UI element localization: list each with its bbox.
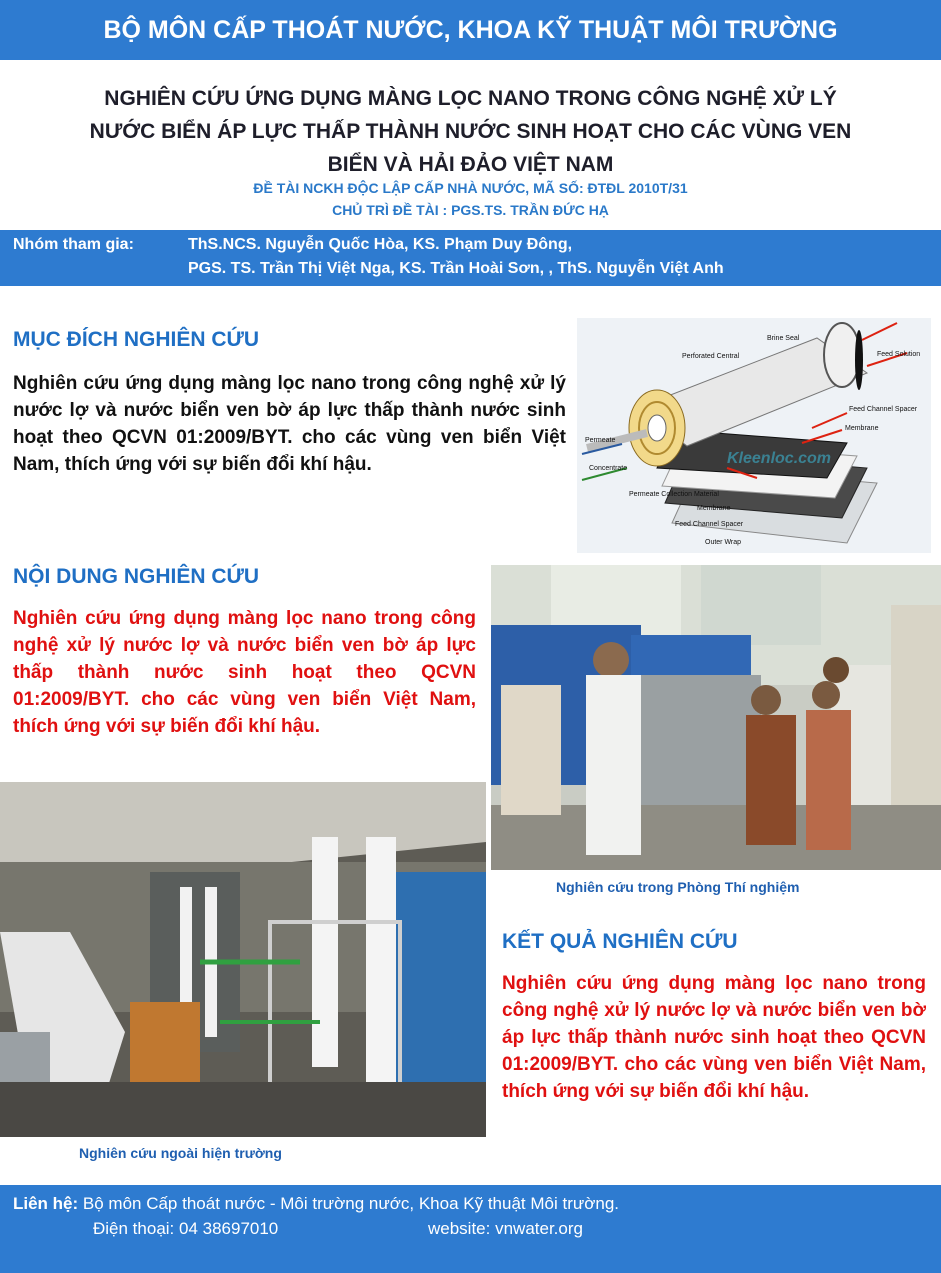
purpose-body: Nghiên cứu ứng dụng màng lọc nano trong công nghệ xử lý nước lợ và nước biển ven bờ áp lực thấp thành nước sinh hoạt theo QCVN 01:2009/BYT. cho các vùng ven biển Việt Nam, thích ứng với sự biến đổi khí hậu.	[13, 373, 566, 475]
contact-text: Bộ môn Cấp thoát nước - Môi trường nước, Khoa Kỹ thuật Môi trường.	[78, 1194, 620, 1213]
lab-photo-svg	[491, 565, 941, 870]
project-code: ĐỀ TÀI NCKH ĐỘC LẬP CẤP NHÀ NƯỚC, MÃ SỐ: ĐTĐL 2010T/31	[253, 180, 688, 196]
field-photo-svg	[0, 782, 486, 1137]
department-title: BỘ MÔN CẤP THOÁT NƯỚC, KHOA KỸ THUẬT MÔI TRƯỜNG	[103, 15, 838, 44]
footer-website[interactable]: website: vnwater.org	[428, 1219, 583, 1238]
field-caption: Nghiên cứu ngoài hiện trường	[79, 1145, 282, 1161]
label-perforated-central: Perforated Central	[682, 353, 740, 360]
label-membrane-2: Membrane	[697, 505, 731, 512]
label-feed-solution: Feed Solution	[877, 351, 921, 358]
lab-caption: Nghiên cứu trong Phòng Thí nghiệm	[556, 879, 800, 895]
header-bar	[0, 0, 941, 60]
lab-photo	[491, 565, 941, 870]
project-lead: CHỦ TRÌ ĐỀ TÀI : PGS.TS. TRẦN ĐỨC HẠ	[332, 202, 609, 218]
project-title-line: BIỂN VÀ HẢI ĐẢO VIỆT NAM	[327, 153, 614, 176]
membrane-diagram	[577, 318, 931, 553]
results-body: Nghiên cứu ứng dụng màng lọc nano trong công nghệ xử lý nước lợ và nước biển ven bờ áp lực thấp thành nước sinh hoạt theo QCVN 01:2009/BYT. cho các vùng ven biển Việt Nam, thích ứng với sự biến đổi khí hậu.	[502, 973, 926, 1102]
footer-phone: Điện thoại: 04 38697010	[93, 1219, 279, 1238]
label-brine-seal: Brine Seal	[767, 335, 800, 342]
footer-contact	[13, 1194, 619, 1214]
team-label: Nhóm tham gia:	[13, 236, 134, 253]
label-permeate-collection: Permeate Collection Material	[629, 491, 719, 498]
membrane-diagram-svg	[577, 318, 931, 553]
diagram-watermark: Kleenloc.com	[727, 450, 832, 467]
label-feed-channel-spacer: Feed Channel Spacer	[849, 406, 918, 413]
team-members-line: ThS.NCS. Nguyễn Quốc Hòa, KS. Phạm Duy Đông,	[188, 236, 573, 253]
label-membrane: Membrane	[845, 425, 879, 432]
content-heading: NỘI DUNG NGHIÊN CỨU	[13, 565, 260, 588]
project-title	[20, 82, 921, 181]
label-concentrate: Concentrate	[589, 465, 628, 472]
content-body: Nghiên cứu ứng dụng màng lọc nano trong công nghệ xử lý nước lợ và nước biển ven bờ áp lực thấp thành nước sinh hoạt theo QCVN 01:2009/BYT. cho các vùng ven biển Việt Nam, thích ứng với sự biến đổi khí hậu.	[13, 608, 476, 737]
project-title-line: NƯỚC BIỂN ÁP LỰC THẤP THÀNH NƯỚC SINH HOẠT CHO CÁC VÙNG VEN	[89, 120, 852, 143]
label-feed-channel-spacer-2: Feed Channel Spacer	[675, 521, 744, 528]
project-title-line: NGHIÊN CỨU ỨNG DỤNG MÀNG LỌC NANO TRONG CÔNG NGHỆ XỬ LÝ	[104, 87, 837, 110]
label-outer-wrap: Outer Wrap	[705, 539, 742, 546]
results-heading: KẾT QUẢ NGHIÊN CỨU	[502, 930, 738, 953]
contact-label: Liên hệ:	[13, 1194, 79, 1213]
field-photo	[0, 782, 486, 1137]
team-members-line: PGS. TS. Trần Thị Việt Nga, KS. Trần Hoài Sơn, , ThS. Nguyễn Việt Anh	[188, 260, 724, 277]
purpose-heading: MỤC ĐÍCH NGHIÊN CỨU	[13, 328, 260, 351]
label-permeate: Permeate	[585, 437, 616, 444]
